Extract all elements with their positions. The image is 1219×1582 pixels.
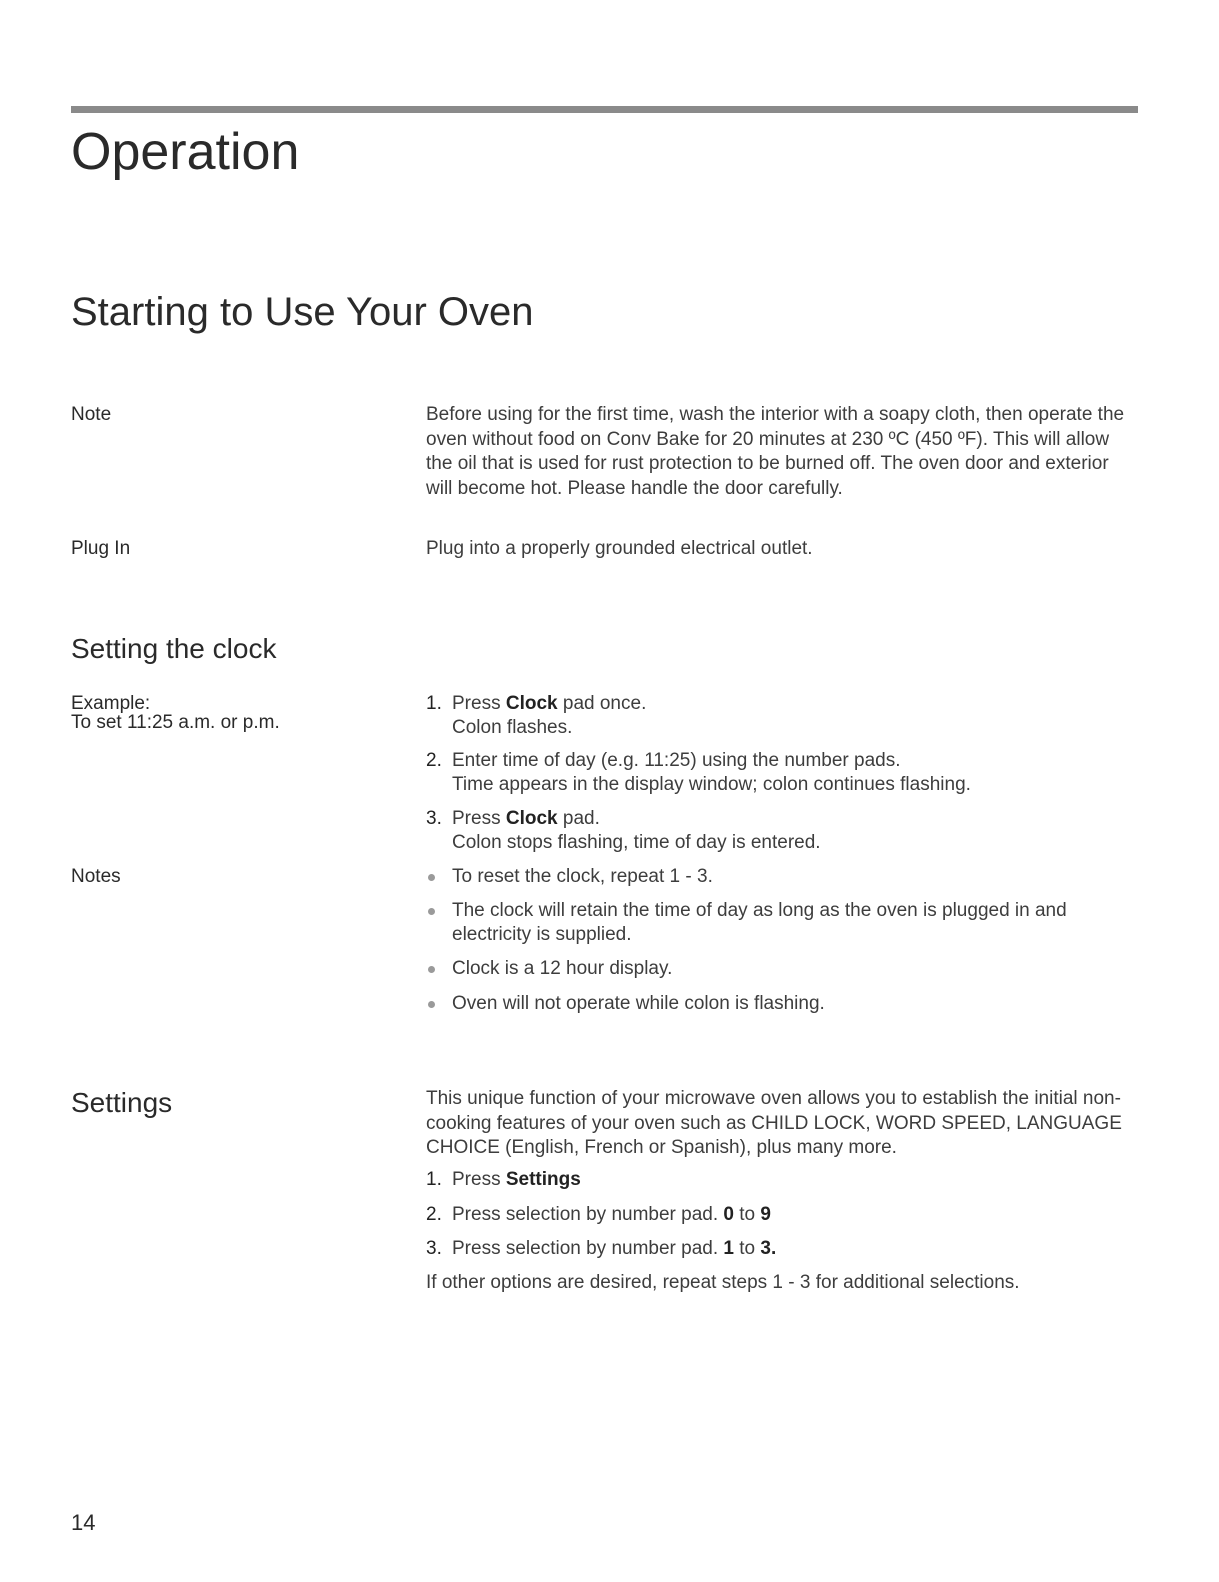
step-result: Colon stops flashing, time of day is entered.: [452, 832, 821, 853]
note-item: [426, 899, 1138, 947]
step-number: 2.: [426, 750, 442, 771]
step-number: 3.: [426, 808, 442, 829]
step-number: 1.: [426, 693, 442, 714]
step-text: [452, 1237, 1138, 1261]
bullet-icon: [426, 992, 452, 1016]
note-item-text: Clock is a 12 hour display.: [452, 958, 673, 979]
note-label: Note: [71, 404, 112, 425]
step-keyword: Settings: [505, 1169, 581, 1190]
note-item: [426, 957, 1138, 981]
settings-intro: This unique function of your microwave oven allows you to establish the initial non-cooking features of your oven such as CHILD LOCK, WORD SPEED, LANGUAGE CHOICE (English, French or Spanish), plus many more.: [426, 1088, 1122, 1158]
step-result: Colon flashes.: [452, 717, 573, 738]
step-text-mid: to: [734, 1204, 761, 1225]
step-keyword: 0: [723, 1204, 734, 1225]
note-item: [426, 992, 1138, 1016]
settings-heading: Settings: [71, 1087, 173, 1118]
step-text-mid: to: [734, 1238, 761, 1259]
page-number: 14: [71, 1510, 96, 1535]
note-item-text: Oven will not operate while colon is flashing.: [452, 993, 825, 1014]
settings-step: [426, 1203, 1138, 1227]
bullet-icon: [426, 865, 452, 889]
bullet-icon: [426, 899, 452, 947]
step-keyword: 1: [723, 1238, 734, 1259]
chapter-title: Operation: [71, 123, 300, 181]
step-keyword: 9: [760, 1204, 771, 1225]
step-number: 3.: [426, 1238, 442, 1259]
step-keyword: Clock: [505, 808, 558, 829]
step-number: 2.: [426, 1204, 442, 1225]
note-text: Before using for the first time, wash the interior with a soapy cloth, then operate the oven without food on Conv Bake for 20 minutes at 230 ºC (450 ºF). This will allow the oil that is used for rust protection to be burned off. The oven door and exterior will become hot. Please handle the door carefully.: [426, 404, 1125, 499]
note-item: [426, 865, 1138, 889]
step-text: [452, 807, 1138, 855]
step-text: [452, 1203, 1138, 1227]
step-text: [452, 1168, 1138, 1192]
bullet-icon: [426, 957, 452, 981]
note-item-text: To reset the clock, repeat 1 - 3.: [452, 866, 713, 887]
settings-step: [426, 1237, 1138, 1261]
plug-in-text: Plug into a properly grounded electrical outlet.: [426, 538, 813, 559]
step-text: [452, 749, 1138, 797]
step-text-pre: Press selection by number pad.: [452, 1204, 724, 1225]
example-label: Example:: [71, 693, 151, 714]
clock-heading: Setting the clock: [71, 633, 277, 664]
top-rule: [71, 106, 1138, 113]
step-keyword: Clock: [505, 693, 558, 714]
step-text-pre: Press selection by number pad.: [452, 1238, 724, 1259]
step-text: [452, 692, 1138, 740]
settings-footer: If other options are desired, repeat steps 1 - 3 for additional selections.: [426, 1272, 1020, 1293]
step-text-pre: Press: [452, 808, 506, 829]
step-text-post: pad.: [557, 808, 600, 829]
notes-label: Notes: [71, 866, 121, 887]
step-result: Time appears in the display window; colon continues flashing.: [452, 774, 971, 795]
clock-step: [426, 749, 1138, 797]
step-keyword: 3.: [760, 1238, 777, 1259]
note-item-text: The clock will retain the time of day as long as the oven is plugged in and electricity is supplied.: [452, 900, 1067, 945]
example-detail: To set 11:25 a.m. or p.m.: [71, 712, 280, 733]
clock-step: [426, 692, 1138, 740]
clock-step: [426, 807, 1138, 855]
step-text-post: pad once.: [557, 693, 647, 714]
settings-step: [426, 1168, 1138, 1192]
section-title: Starting to Use Your Oven: [71, 290, 534, 334]
step-text-main: Enter time of day (e.g. 11:25) using the number pads.: [452, 750, 901, 771]
step-number: 1.: [426, 1169, 442, 1190]
plug-in-label: Plug In: [71, 538, 131, 559]
step-text-pre: Press: [452, 1169, 506, 1190]
step-text-pre: Press: [452, 693, 506, 714]
